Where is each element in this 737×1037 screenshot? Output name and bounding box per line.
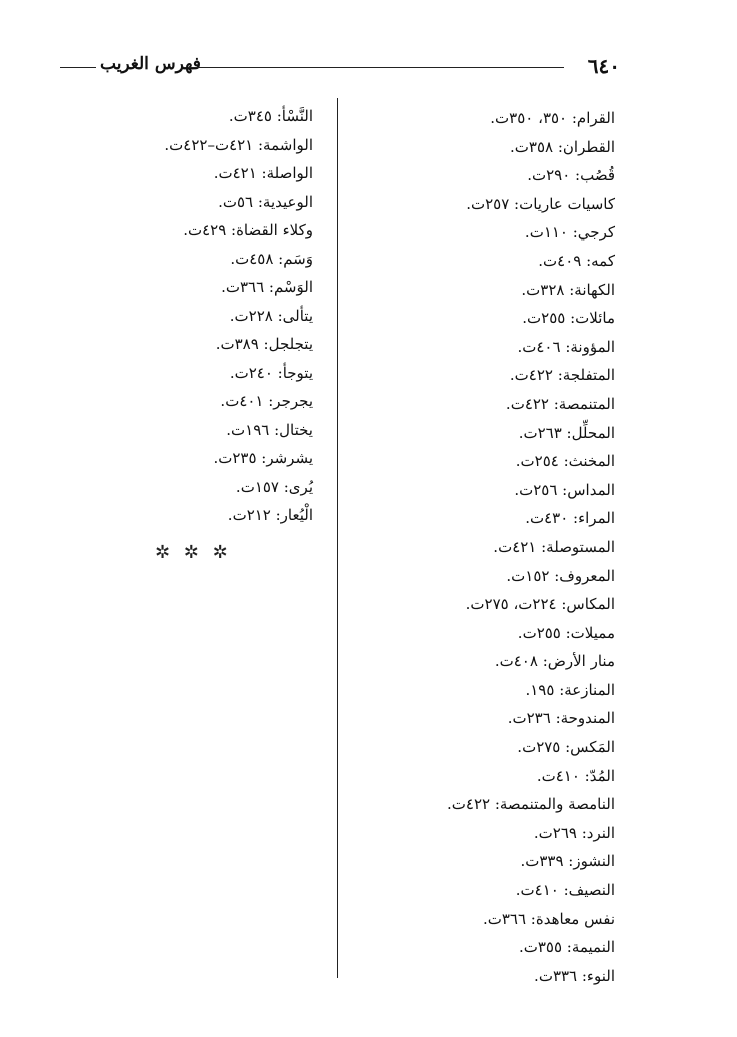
index-entry: كاسيات عاريات: ٢٥٧ت. xyxy=(466,194,615,213)
index-entry: كمه: ٤٠٩ت. xyxy=(538,251,615,270)
index-entry: المتفلجة: ٤٢٢ت. xyxy=(509,366,615,385)
index-entry: المَكس: ٢٧٥ت. xyxy=(517,738,615,757)
index-entry: قُصُب: ٢٩٠ت. xyxy=(527,166,615,185)
index-entry: المندوحة: ٢٣٦ت. xyxy=(507,709,615,728)
index-entry: نفس معاهدة: ٣٦٦ت. xyxy=(482,909,615,928)
index-column-right xyxy=(345,104,615,990)
index-entry: المُدّ: ٤١٠ت. xyxy=(536,766,615,785)
index-entry: وَسَم: ٤٥٨ت. xyxy=(230,249,313,268)
index-entry: المكاس: ٢٢٤ت، ٢٧٥ت. xyxy=(465,595,615,614)
index-entry: وكلاء القضاة: ٤٢٩ت. xyxy=(183,221,313,239)
index-entry: المستوصلة: ٤٢١ت. xyxy=(493,537,615,556)
index-entry: النرد: ٢٦٩ت. xyxy=(533,823,615,842)
index-entry: النميمة: ٣٥٥ت. xyxy=(518,938,615,957)
index-entry: المؤونة: ٤٠٦ت. xyxy=(517,337,615,356)
index-entry: يتجلجل: ٣٨٩ت. xyxy=(215,335,313,353)
index-entry: الواشمة: ٤٢١ت–٤٢٢ت. xyxy=(164,135,313,154)
index-entry: المحلِّل: ٢٦٣ت. xyxy=(518,423,615,442)
index-entry: الكهانة: ٣٢٨ت. xyxy=(521,280,615,299)
index-entry: مائلات: ٢٥٥ت. xyxy=(522,309,615,328)
index-entry: الْيُعار: ٢١٢ت. xyxy=(227,506,313,524)
index-entry: يُرى: ١٥٧ت. xyxy=(235,477,313,496)
index-entry: يختال: ١٩٦ت. xyxy=(226,420,313,439)
index-entry: يتوجأ: ٢٤٠ت. xyxy=(229,363,313,382)
running-title: فهرس الغريب xyxy=(100,54,201,74)
index-entry: يجرجر: ٤٠١ت. xyxy=(220,392,313,410)
index-entry: النشوز: ٣٣٩ت. xyxy=(520,852,615,871)
index-entry: النَّسْأ: ٣٤٥ت. xyxy=(228,107,313,125)
page-header xyxy=(60,52,628,82)
index-entry: يشرشر: ٢٣٥ت. xyxy=(213,449,313,467)
column-divider xyxy=(337,98,338,978)
index-entry: المنازعة: ١٩٥. xyxy=(525,680,615,699)
index-entry: النامصة والمتنمصة: ٤٢٢ت. xyxy=(447,795,615,814)
page-number: ٦٤٠ xyxy=(587,54,620,78)
index-entry: القطران: ٣٥٨ت. xyxy=(510,137,615,156)
index-entry: المداس: ٢٥٦ت. xyxy=(514,480,615,499)
index-entry: الواصلة: ٤٢١ت. xyxy=(213,164,313,182)
index-entry: النوء: ٣٣٦ت. xyxy=(534,966,615,985)
header-rule-left xyxy=(60,67,96,68)
index-entry: المعروف: ١٥٢ت. xyxy=(506,566,615,585)
index-entry: الوَسْم: ٣٦٦ت. xyxy=(221,278,313,296)
index-entry: منار الأرض: ٤٠٨ت. xyxy=(494,652,615,671)
index-entry: يتألى: ٢٢٨ت. xyxy=(229,306,313,325)
index-entry: المخنث: ٢٥٤ت. xyxy=(515,452,615,471)
section-end-stars: ✲ ✲ ✲ xyxy=(155,542,232,563)
index-entry: القرام: ٣٥٠، ٣٥٠ت. xyxy=(490,109,615,127)
header-rule xyxy=(188,67,564,68)
index-entry: المراء: ٤٣٠ت. xyxy=(525,509,615,528)
index-entry: مميلات: ٢٥٥ت. xyxy=(517,623,615,642)
index-column-left xyxy=(53,102,313,530)
index-entry: كرجي: ١١٠ت. xyxy=(524,223,615,242)
index-entry: النصيف: ٤١٠ت. xyxy=(515,881,615,900)
index-entry: المتنمصة: ٤٢٢ت. xyxy=(505,394,615,413)
index-entry: الوعيدية: ٥٦ت. xyxy=(218,192,313,211)
